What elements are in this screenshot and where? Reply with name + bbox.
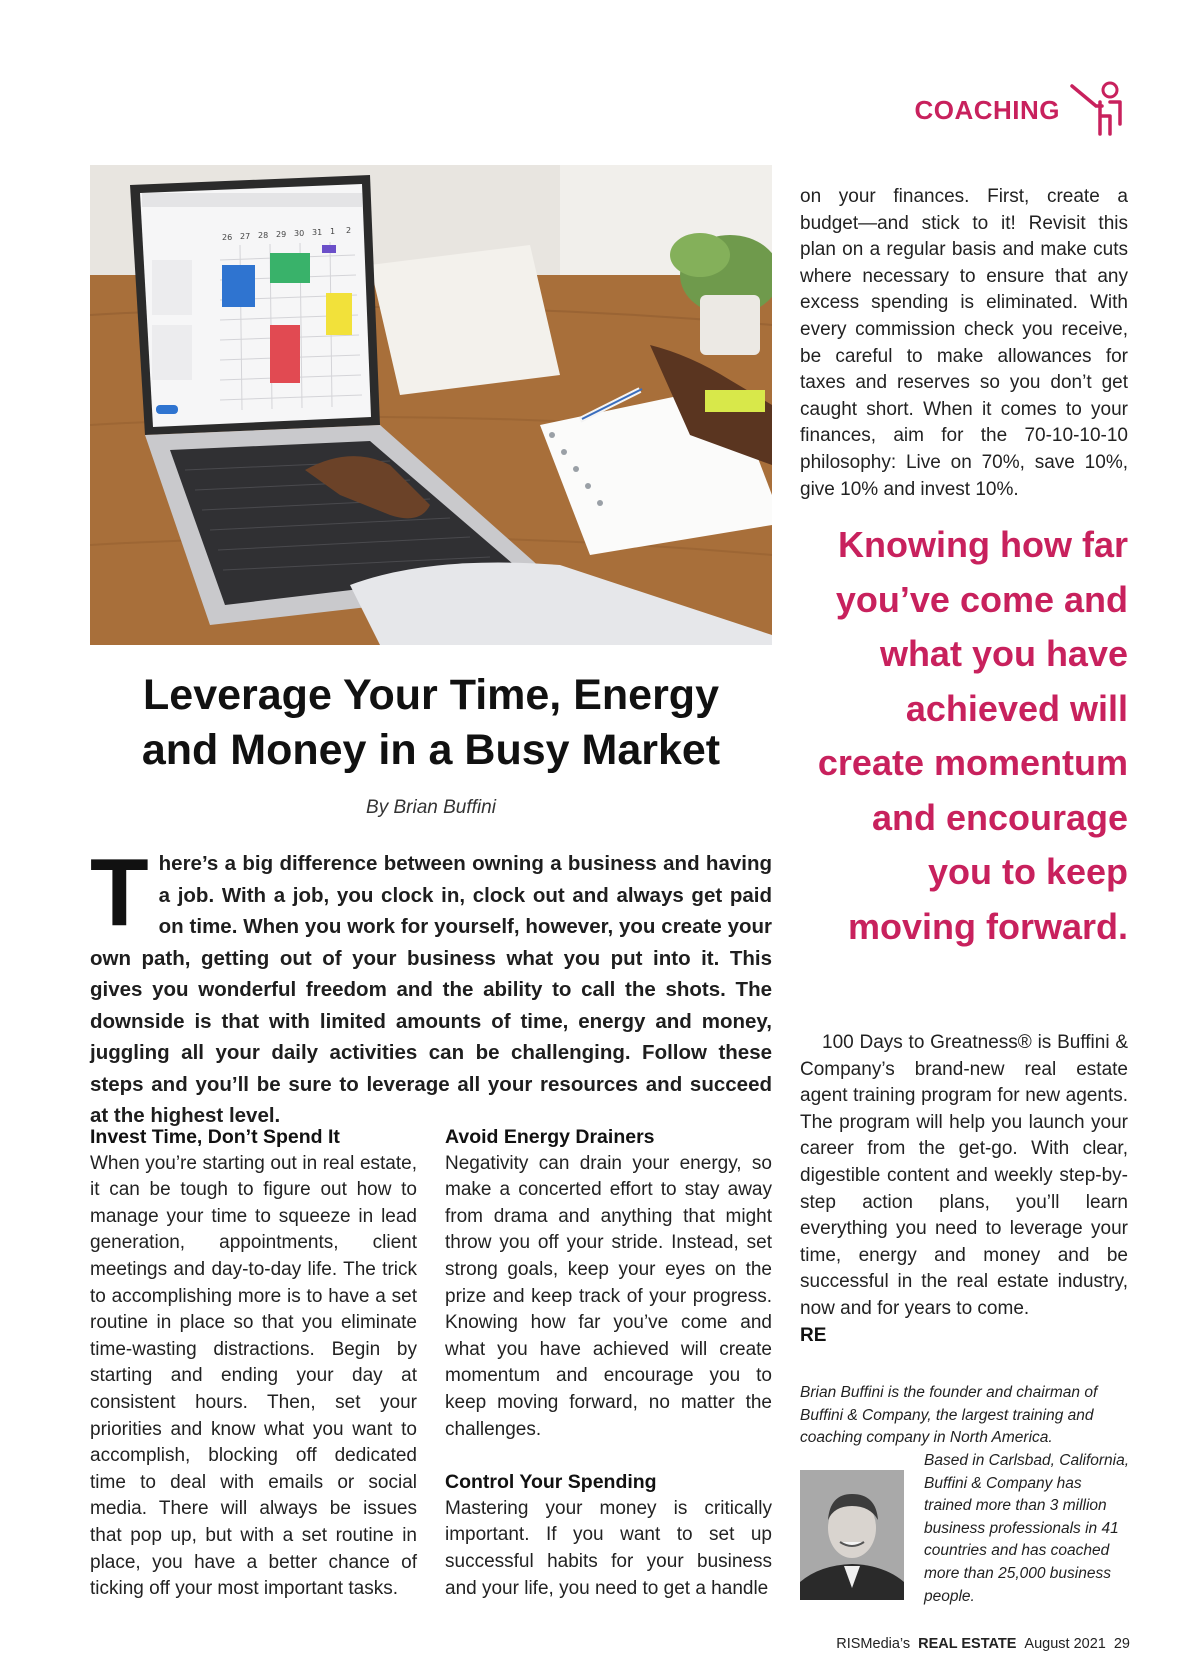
author-bio-top: Brian Buffini is the founder and chairman of Buffini & Company, the largest training and coaching company in North America. — [800, 1384, 1098, 1447]
pull-quote: Knowing how far you’ve come and what you have achieved will create momentum and encourage you to keep moving forward. — [817, 524, 1128, 947]
section-body: Mastering your money is critically important. If you want to set up successful habits for your business and your life, you need to get a handle — [445, 1497, 772, 1599]
laptop-calendar-photo — [90, 165, 772, 645]
section-label: COACHING — [914, 94, 1060, 125]
page-footer — [836, 1636, 1130, 1652]
column-right-continued — [800, 184, 1128, 503]
section-body: When you’re starting out in real estate, it can be tough to figure out how to manage your time to squeeze in lead generation, appointments, client meetings and day-to-day life. The trick to accomplishing more is to have a set routine in place so that you eliminate time-wasting distractions. Begin by starting and ending your day at consistent hours. Then, set your priorities and know what you want to accomplish, blocking off dedicated time to deal with emails or social media. There will always be issues that pop up, but with a set routine in place, you have a better chance of ticking off your most important tasks. — [90, 1152, 417, 1600]
calendar-date: 30 — [294, 229, 305, 238]
intro-text: here’s a big difference between owning a business and having a job. With a job, you clock in, clock out and always get paid on time. When you work for yourself, however, you create your own path, getting out of your business what you put into it. This gives you wonderful freedom and the ability to call the shots. The downside is that with limited amounts of time, energy and money, juggling all your daily activities can be challenging. Follow these steps and you’ll be sure to leverage all your resources and succeed at the highest level. — [90, 852, 772, 1127]
calendar-date: 2 — [346, 226, 352, 235]
column-left — [90, 1124, 417, 1603]
section-heading: Invest Time, Don’t Spend It — [90, 1126, 340, 1148]
drop-cap: T — [90, 839, 149, 946]
column-middle — [445, 1124, 772, 1602]
section-header — [806, 82, 1126, 138]
calendar-date: 26 — [222, 233, 233, 242]
calendar-date: 31 — [312, 228, 323, 237]
calendar-date: 28 — [258, 231, 269, 240]
author-portrait — [800, 1470, 904, 1600]
headline-line: and Money in a Busy Market — [141, 726, 721, 774]
issue-date: August 2021 — [1024, 1636, 1106, 1652]
portrait-illustration — [800, 1470, 904, 1600]
section-heading: Avoid Energy Drainers — [445, 1126, 655, 1148]
photo-illustration — [90, 165, 772, 645]
calendar-date: 27 — [240, 232, 251, 241]
publisher-name: RISMedia’s — [836, 1636, 911, 1652]
page-number: 29 — [1113, 1636, 1130, 1652]
program-text: 100 Days to Greatness® is Buffini & Company’s brand-new real estate agent training program for new agents. The program will help you launch your career from the get-go. With clear, digestible content and weekly step-by-step action plans, you’ll learn everything you need to leverage your time, energy and money and be successful in the real estate industry, now and for years to come. — [800, 1032, 1128, 1319]
section-heading: Control Your Spending — [445, 1471, 657, 1494]
author-bio-side: Based in Carlsbad, California, Buffini & Company has trained more than 3 million business professionals in 41 countries and has coached more than 25,000 business people. — [924, 1452, 1130, 1605]
section-body: Negativity can drain your energy, so make a concerted effort to stay away from drama and anything that might throw you off your stride. Instead, set strong goals, keep your eyes on the prize and keep track of your progress. Knowing how far you’ve come and what you have achieved will create momentum and encourage you to keep moving forward, no matter the challenges. — [445, 1152, 772, 1440]
coaching-figure-icon — [1066, 80, 1126, 140]
program-paragraph — [800, 1030, 1128, 1349]
calendar-date: 29 — [276, 230, 287, 239]
end-mark: RE — [800, 1324, 827, 1346]
headline-line: Leverage Your Time, Energy — [143, 671, 719, 719]
publication-name: REAL ESTATE — [918, 1636, 1017, 1652]
byline: By Brian Buffini — [366, 797, 496, 818]
calendar-date: 1 — [330, 227, 336, 236]
article-headline — [86, 668, 776, 778]
intro-paragraph — [90, 839, 772, 1132]
continued-text: on your finances. First, create a budget—and stick to it! Revisit this plan on a regular basis and make cuts where necessary to ensure that any excess spending is eliminated. With every commission check you receive, be careful to make allowances for taxes and reserves so you don’t get caught short. When it comes to your finances, aim for the 70-10-10-10 philosophy: Live on 70%, save 10%, give 10% and invest 10%. — [800, 186, 1128, 500]
